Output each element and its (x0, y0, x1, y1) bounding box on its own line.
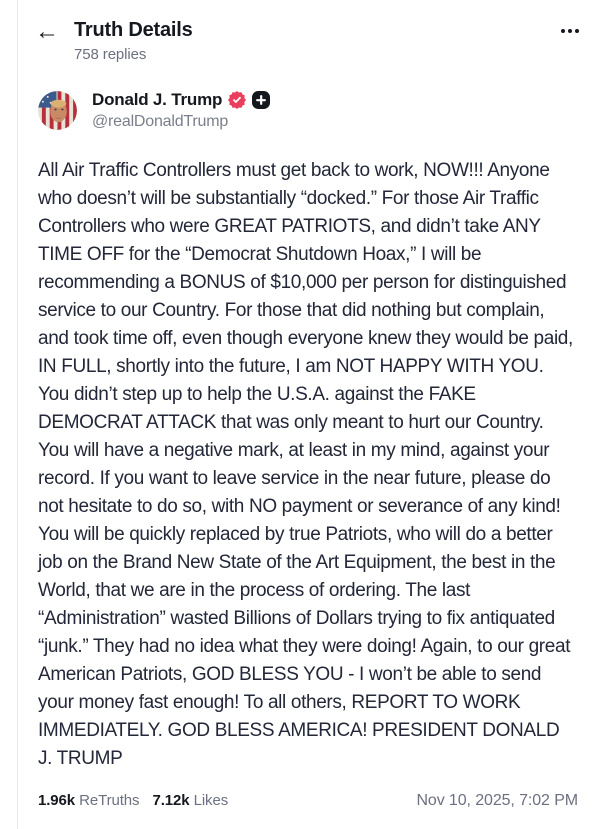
ellipsis-icon (561, 29, 565, 33)
post-timestamp: Nov 10, 2025, 7:02 PM (416, 792, 578, 809)
likes-count: 7.12k (152, 792, 190, 809)
retruths-count: 1.96k (38, 792, 76, 809)
reply-actions-row (18, 810, 613, 829)
verified-icon (228, 91, 246, 109)
author-display-name[interactable]: Donald J. Trump (92, 90, 223, 109)
header (18, 0, 613, 63)
author-handle: @realDonaldTrump (92, 113, 229, 130)
retruths-stat[interactable] (38, 792, 139, 809)
more-options-button[interactable] (559, 19, 581, 43)
header-titles (74, 18, 559, 63)
page-title: Truth Details (74, 19, 193, 41)
retruths-label: ReTruths (79, 792, 140, 809)
post-body-text: All Air Traffic Controllers must get back to work, NOW!!! Anyone who doesn’t will be substantially “docked.” For those Air Traffic Controllers who were GREAT PATRIOTS, and didn’t take ANY TIME OFF for the “Democrat Shutdown Hoax,” I will be recommending a BONUS of $10,000 per person for distinguished service to our Country. For those that did nothing but complain, and took time off, even though everyone knew they would be paid, IN FULL, shortly into the future, I am NOT HAPPY WITH YOU. You didn’t step up to help the U.S.A. against the FAKE DEMOCRAT ATTACK that was only meant to hurt our Country. You will have a negative mark, at least in my mind, against your record. If you want to leave service in the near future, please do not hesitate to do so, with NO payment or severance of any kind! You will be quickly replaced by true Patriots, who will do a better job on the Brand New State of the Art Equipment, the best in the World, that we are in the process of ordering. The last “Administration” wasted Billions of Dollars trying to fix antiquated “junk.” They had no idea what they were doing! Again, to our great American Patriots, GOD BLESS YOU - I won’t be able to send your money fast enough! To all others, REPORT TO WORK IMMEDIATELY. GOD BLESS AMERICA! PRESIDENT DONALD J. TRUMP (38, 160, 573, 769)
flag-portrait-avatar-image (38, 91, 77, 130)
avatar[interactable] (38, 91, 77, 130)
replies-count: 758 replies (74, 46, 147, 63)
author-meta (92, 90, 270, 131)
follow-plus-icon[interactable] (252, 91, 270, 109)
author-row (18, 63, 613, 131)
back-button[interactable]: ← (35, 18, 59, 45)
author-name-row (92, 90, 270, 110)
likes-label: Likes (193, 792, 229, 809)
content-panel (17, 0, 613, 829)
stats-row (18, 773, 613, 810)
likes-stat[interactable] (152, 792, 228, 809)
